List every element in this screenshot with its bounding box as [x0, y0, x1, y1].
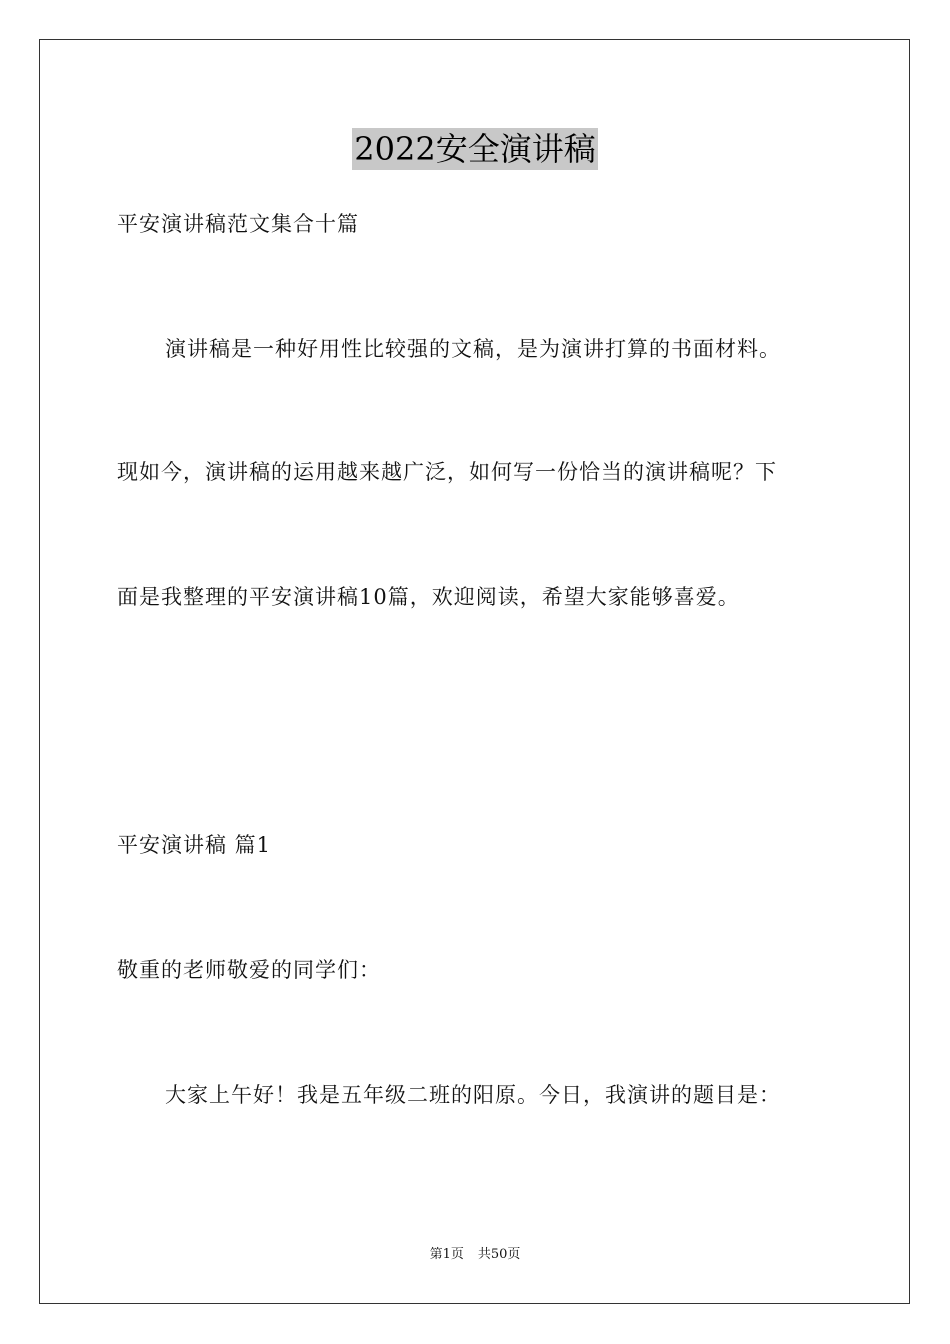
page-footer	[0, 1246, 950, 1264]
body-line: 大家上午好！我是五年级二班的阳原。今日，我演讲的题目是：	[165, 1083, 781, 1107]
paragraph-line-1: 演讲稿是一种好用性比较强的文稿，是为演讲打算的书面材料。	[165, 337, 781, 361]
title-container	[0, 128, 950, 170]
greeting: 敬重的老师敬爱的同学们：	[117, 958, 381, 982]
page-total: 共50页	[477, 1247, 521, 1262]
subtitle: 平安演讲稿范文集合十篇	[117, 212, 359, 236]
document-title: 2022安全演讲稿	[354, 130, 596, 168]
page-number: 第1页	[429, 1247, 464, 1262]
paragraph-line-3: 面是我整理的平安演讲稿10篇，欢迎阅读，希望大家能够喜爱。	[117, 585, 740, 609]
paragraph-line-2: 现如今，演讲稿的运用越来越广泛，如何写一份恰当的演讲稿呢？下	[117, 460, 777, 484]
section-heading: 平安演讲稿 篇1	[117, 833, 272, 857]
